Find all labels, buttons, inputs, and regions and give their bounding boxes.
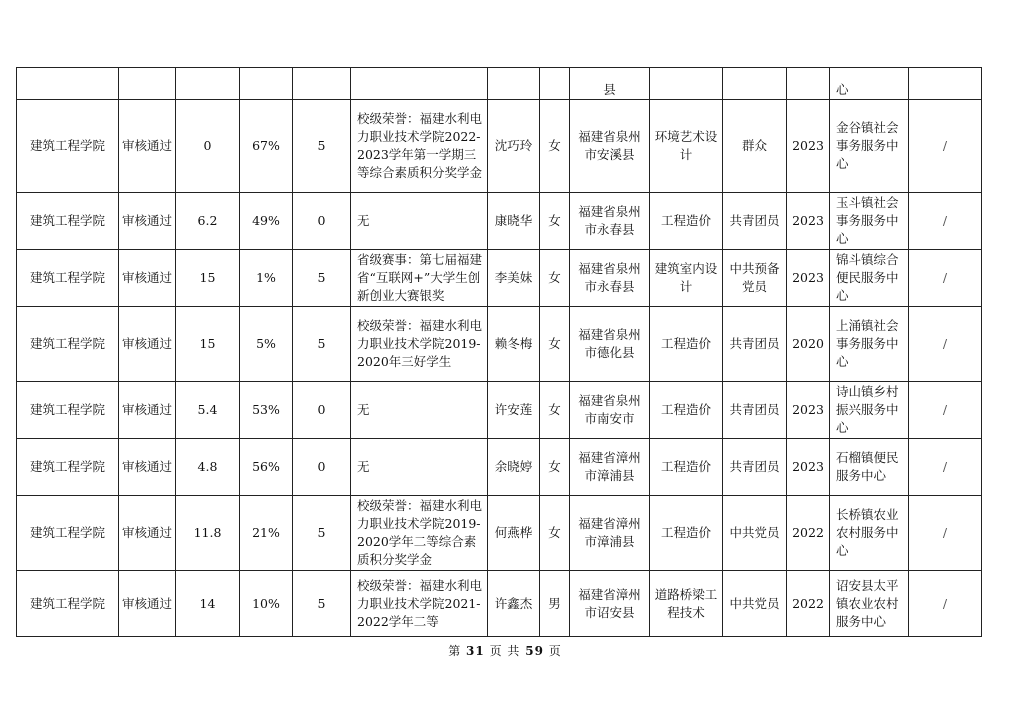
cell-college: 建筑工程学院 (17, 382, 119, 439)
cell-political: 群众 (723, 100, 787, 193)
cell-rank: 53% (240, 382, 293, 439)
cell-hometown: 福建省泉州市永春县 (570, 193, 650, 250)
cell-points: 0 (293, 439, 351, 496)
cell-points: 5 (293, 496, 351, 571)
cell-status: 审核通过 (119, 307, 176, 382)
cell-hometown: 福建省泉州市德化县 (570, 307, 650, 382)
cell-rank (240, 68, 293, 100)
cell-gender: 女 (540, 439, 570, 496)
cell-hometown: 福建省泉州市永春县 (570, 250, 650, 307)
cell-major (650, 68, 723, 100)
cell-year: 2022 (787, 571, 830, 637)
cell-employer: 石榴镇便民服务中心 (830, 439, 909, 496)
cell-employer: 长桥镇农业农村服务中心 (830, 496, 909, 571)
cell-remark: / (909, 571, 982, 637)
cell-name: 许安莲 (488, 382, 540, 439)
cell-status: 审核通过 (119, 100, 176, 193)
cell-score: 15 (176, 307, 240, 382)
cell-points: 5 (293, 100, 351, 193)
cell-award (351, 68, 488, 100)
cell-political: 共青团员 (723, 382, 787, 439)
cell-gender: 女 (540, 193, 570, 250)
cell-major: 建筑室内设计 (650, 250, 723, 307)
cell-hometown: 福建省漳州市诏安县 (570, 571, 650, 637)
cell-points (293, 68, 351, 100)
cell-award: 无 (351, 193, 488, 250)
records-table (16, 67, 982, 637)
cell-political: 中共党员 (723, 496, 787, 571)
cell-employer: 金谷镇社会事务服务中心 (830, 100, 909, 193)
cell-name: 沈巧玲 (488, 100, 540, 193)
cell-score: 14 (176, 571, 240, 637)
cell-political: 共青团员 (723, 307, 787, 382)
cell-political: 共青团员 (723, 193, 787, 250)
cell-employer: 诏安县太平镇农业农村服务中心 (830, 571, 909, 637)
cell-rank: 49% (240, 193, 293, 250)
cell-college: 建筑工程学院 (17, 307, 119, 382)
table-row (17, 307, 982, 382)
cell-rank: 56% (240, 439, 293, 496)
footer-page-number: 31 (466, 644, 485, 658)
footer-prefix: 第 (448, 644, 462, 658)
table-row (17, 571, 982, 637)
cell-major: 环境艺术设计 (650, 100, 723, 193)
cell-points: 5 (293, 307, 351, 382)
cell-hometown: 福建省泉州市南安市 (570, 382, 650, 439)
cell-major: 工程造价 (650, 439, 723, 496)
cell-score (176, 68, 240, 100)
cell-remark (909, 68, 982, 100)
cell-points: 0 (293, 193, 351, 250)
cell-points: 5 (293, 571, 351, 637)
cell-rank: 5% (240, 307, 293, 382)
cell-score: 4.8 (176, 439, 240, 496)
cell-score: 11.8 (176, 496, 240, 571)
cell-year: 2023 (787, 439, 830, 496)
cell-status (119, 68, 176, 100)
cell-political: 中共预备党员 (723, 250, 787, 307)
cell-rank: 21% (240, 496, 293, 571)
cell-year: 2023 (787, 382, 830, 439)
cell-gender: 女 (540, 382, 570, 439)
cell-name: 李美妹 (488, 250, 540, 307)
cell-name: 赖冬梅 (488, 307, 540, 382)
cell-remark: / (909, 100, 982, 193)
cell-remark: / (909, 193, 982, 250)
page-footer (0, 642, 1010, 659)
cell-employer: 玉斗镇社会事务服务中心 (830, 193, 909, 250)
cell-status: 审核通过 (119, 496, 176, 571)
cell-name: 何燕桦 (488, 496, 540, 571)
cell-award: 省级赛事：第七届福建省“互联网+”大学生创新创业大赛银奖 (351, 250, 488, 307)
table-row (17, 100, 982, 193)
cell-hometown: 福建省漳州市漳浦县 (570, 439, 650, 496)
cell-college: 建筑工程学院 (17, 193, 119, 250)
cell-remark: / (909, 307, 982, 382)
cell-award: 无 (351, 382, 488, 439)
cell-political: 共青团员 (723, 439, 787, 496)
cell-rank: 67% (240, 100, 293, 193)
footer-suffix: 页 (548, 644, 562, 658)
cell-score: 0 (176, 100, 240, 193)
cell-gender: 女 (540, 250, 570, 307)
cell-employer: 诗山镇乡村振兴服务中心 (830, 382, 909, 439)
cell-year: 2023 (787, 193, 830, 250)
cell-gender: 女 (540, 100, 570, 193)
cell-major: 工程造价 (650, 193, 723, 250)
cell-name: 余晓婷 (488, 439, 540, 496)
cell-political (723, 68, 787, 100)
cell-status: 审核通过 (119, 250, 176, 307)
cell-college: 建筑工程学院 (17, 250, 119, 307)
cell-award: 校级荣誉：福建水利电力职业技术学院2021-2022学年二等 (351, 571, 488, 637)
cell-year: 2023 (787, 100, 830, 193)
table-row-continued (17, 68, 982, 100)
cell-status: 审核通过 (119, 382, 176, 439)
cell-remark: / (909, 250, 982, 307)
cell-award: 校级荣誉：福建水利电力职业技术学院2019-2020年三好学生 (351, 307, 488, 382)
cell-remark: / (909, 382, 982, 439)
table-row (17, 496, 982, 571)
cell-score: 6.2 (176, 193, 240, 250)
table-row (17, 439, 982, 496)
cell-year: 2020 (787, 307, 830, 382)
cell-hometown: 福建省漳州市漳浦县 (570, 496, 650, 571)
cell-name: 康晓华 (488, 193, 540, 250)
table-row (17, 250, 982, 307)
cell-political: 中共党员 (723, 571, 787, 637)
cell-gender: 女 (540, 307, 570, 382)
cell-major: 工程造价 (650, 307, 723, 382)
cell-college: 建筑工程学院 (17, 571, 119, 637)
cell-award: 无 (351, 439, 488, 496)
cell-points: 5 (293, 250, 351, 307)
cell-status: 审核通过 (119, 193, 176, 250)
cell-status: 审核通过 (119, 439, 176, 496)
cell-name (488, 68, 540, 100)
cell-employer: 锦斗镇综合便民服务中心 (830, 250, 909, 307)
cell-remark: / (909, 496, 982, 571)
cell-year: 2022 (787, 496, 830, 571)
table-row (17, 193, 982, 250)
table-row (17, 382, 982, 439)
cell-major: 工程造价 (650, 382, 723, 439)
cell-year: 2023 (787, 250, 830, 307)
cell-hometown: 福建省泉州市安溪县 (570, 100, 650, 193)
cell-major: 道路桥梁工程技术 (650, 571, 723, 637)
cell-award: 校级荣誉：福建水利电力职业技术学院2022-2023学年第一学期三等综合素质积分奖学金 (351, 100, 488, 193)
cell-rank: 1% (240, 250, 293, 307)
cell-major: 工程造价 (650, 496, 723, 571)
cell-remark: / (909, 439, 982, 496)
cell-points: 0 (293, 382, 351, 439)
cell-status: 审核通过 (119, 571, 176, 637)
cell-college: 建筑工程学院 (17, 496, 119, 571)
cell-rank: 10% (240, 571, 293, 637)
cell-gender (540, 68, 570, 100)
cell-employer: 心 (830, 68, 909, 100)
cell-score: 15 (176, 250, 240, 307)
cell-score: 5.4 (176, 382, 240, 439)
cell-gender: 女 (540, 496, 570, 571)
cell-gender: 男 (540, 571, 570, 637)
cell-employer: 上涌镇社会事务服务中心 (830, 307, 909, 382)
cell-year (787, 68, 830, 100)
cell-hometown: 县 (570, 68, 650, 100)
footer-mid: 页 共 (489, 644, 521, 658)
cell-name: 许鑫杰 (488, 571, 540, 637)
footer-total-pages: 59 (525, 644, 544, 658)
cell-college: 建筑工程学院 (17, 100, 119, 193)
cell-college (17, 68, 119, 100)
cell-award: 校级荣誉：福建水利电力职业技术学院2019-2020学年二等综合素质积分奖学金 (351, 496, 488, 571)
cell-college: 建筑工程学院 (17, 439, 119, 496)
